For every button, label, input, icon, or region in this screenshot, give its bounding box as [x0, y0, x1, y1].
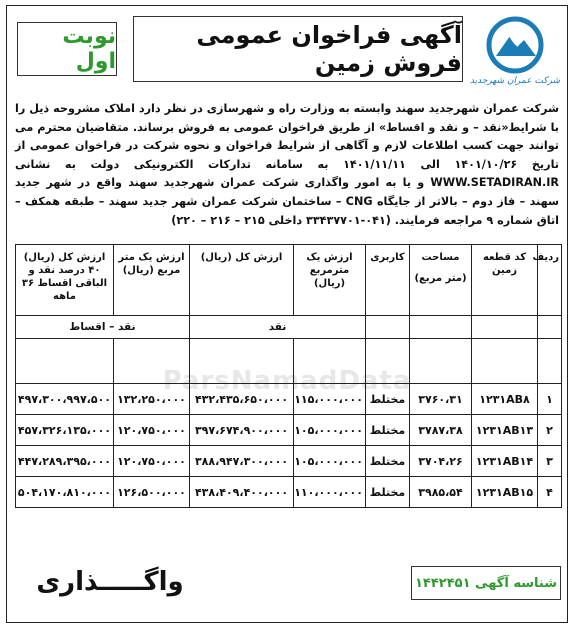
- cell-area: ۳۷۶۰،۳۱: [410, 384, 472, 415]
- col-area-unit: (متر مربع): [414, 273, 467, 284]
- cell-unit-cash: ۱۰۵،۰۰۰،۰۰۰: [294, 446, 366, 477]
- cell-total-install: ۴۵۷،۳۲۶،۱۳۵،۰۰۰: [16, 415, 114, 446]
- cell-usage: مختلط: [366, 415, 410, 446]
- cell-total-cash: ۳۹۷،۶۷۴،۹۰۰،۰۰۰: [190, 415, 294, 446]
- installment-group-label: نقد – اقساط: [16, 316, 190, 339]
- ad-id: شناسه آگهی ۱۴۴۲۴۵۱: [411, 566, 561, 600]
- table-row: [16, 446, 562, 477]
- cell-code: ۱۲۳۱AB۱۵: [472, 477, 538, 508]
- cell-usage: مختلط: [366, 477, 410, 508]
- table-row: [16, 384, 562, 415]
- advertisement-page: [6, 5, 568, 623]
- cell-code: ۱۲۳۱AB۱۴: [472, 446, 538, 477]
- cell-total-install: ۴۹۷،۳۰۰،۹۹۷،۵۰۰: [16, 384, 114, 415]
- watermark: ParsNamadData: [162, 366, 412, 396]
- cell-unit-cash: ۱۱۰،۰۰۰،۰۰۰: [294, 477, 366, 508]
- cell-total-cash: ۳۸۸،۹۴۷،۳۰۰،۰۰۰: [190, 446, 294, 477]
- cell-area: ۳۷۸۷،۳۸: [410, 415, 472, 446]
- announcement-text: شرکت عمران شهرجدید سهند وابسته به وزارت راه و شهرسازی در نظر دارد املاک مشروحه ذیل را با شرایط«نقد – و نقد و اقساط» از طریق فراخوان عمومی به فروش برساند. متقاضیان محترم می توانند جهت کسب اطلاعات لازم و آگاهی از شرایط فراخوان و نحوه شرکت در فراخوان عمومی از تاریخ ۱۴۰۱/۱۰/۲۶ الی ۱۴۰۱/۱۱/۱۱ به سامانه تدارکات الکترونیکی دولت به نشانی WWW.SETADIRAN.IR و یا به امور واگذاری شرکت عمران شهرجدید سهند واقع در شهر جدید سهند – فاز دوم – بالاتر از جایگاه CNG – ساختمان شرکت عمران شهر جدید سهند – طبقه همکف – اتاق شماره ۹ مراجعه فرمایند. (۰۴۱-۳۳۴۳۷۷۰۱ داخلی ۲۱۵ – ۲۱۶ – ۲۲۰): [15, 102, 559, 227]
- col-usage: کاربری: [366, 245, 410, 316]
- cell-row: ۳: [538, 446, 562, 477]
- cell-code: ۱۲۳۱AB۱۳: [472, 415, 538, 446]
- col-row: ردیف: [538, 245, 562, 316]
- col-area-label: مساحت: [421, 252, 460, 263]
- col-unit-price-cash: ارزش یک مترمربع (ریال): [294, 245, 366, 316]
- department-label: واگـــــذاری: [36, 567, 184, 597]
- col-code: کد قطعه زمین: [472, 245, 538, 316]
- table-row: [16, 415, 562, 446]
- table-subheader-row: [16, 316, 562, 339]
- cell-row: ۲: [538, 415, 562, 446]
- company-logo: [469, 12, 561, 90]
- cell-unit-install: ۱۳۲،۲۵۰،۰۰۰: [114, 384, 190, 415]
- cell-usage: مختلط: [366, 446, 410, 477]
- cell-area: ۳۹۸۵،۵۴: [410, 477, 472, 508]
- table-spacer-row: [16, 339, 562, 384]
- col-unit-price-install: ارزش یک متر مربع (ریال): [114, 245, 190, 316]
- cell-total-install: ۵۰۴،۱۷۰،۸۱۰،۰۰۰: [16, 477, 114, 508]
- land-table: [15, 244, 561, 508]
- cell-unit-install: ۱۲۰،۷۵۰،۰۰۰: [114, 446, 190, 477]
- cell-area: ۳۷۰۴،۲۶: [410, 446, 472, 477]
- col-total-install: ارزش کل (ریال) ۴۰ درصد نقد و الباقی اقساط ۳۶ ماهه: [16, 245, 114, 316]
- cell-row: ۴: [538, 477, 562, 508]
- cell-unit-install: ۱۲۶،۵۰۰،۰۰۰: [114, 477, 190, 508]
- col-total-cash: ارزش کل (ریال): [190, 245, 294, 316]
- cell-total-cash: ۴۳۸،۴۰۹،۴۰۰،۰۰۰: [190, 477, 294, 508]
- table-row: [16, 477, 562, 508]
- cell-unit-install: ۱۲۰،۷۵۰،۰۰۰: [114, 415, 190, 446]
- cell-unit-cash: ۱۱۵،۰۰۰،۰۰۰: [294, 384, 366, 415]
- table-header-row: [16, 245, 562, 316]
- logo-emblem-icon: [480, 16, 550, 74]
- round-label: نوبت اول: [17, 22, 117, 76]
- cell-total-cash: ۴۳۲،۴۳۵،۶۵۰،۰۰۰: [190, 384, 294, 415]
- header: [13, 12, 561, 92]
- footer: [15, 558, 561, 608]
- cell-usage: مختلط: [366, 384, 410, 415]
- logo-caption: شرکت عمران شهرجدید: [469, 76, 561, 86]
- cell-row: ۱: [538, 384, 562, 415]
- col-area: [410, 245, 472, 316]
- cell-unit-cash: ۱۰۵،۰۰۰،۰۰۰: [294, 415, 366, 446]
- cell-code: ۱۲۳۱AB۸: [472, 384, 538, 415]
- cash-group-label: نقد: [190, 316, 366, 339]
- cell-total-install: ۴۴۷،۲۸۹،۳۹۵،۰۰۰: [16, 446, 114, 477]
- ad-title: آگهی فراخوان عمومی فروش زمین: [133, 16, 463, 82]
